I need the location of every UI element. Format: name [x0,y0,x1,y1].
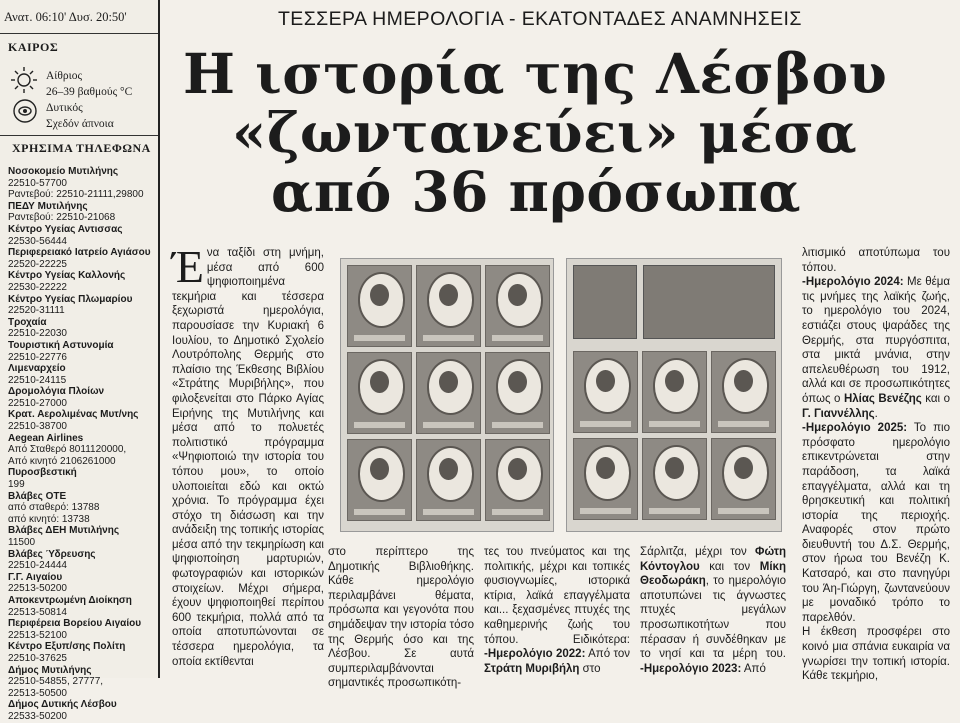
wind-direction: Δυτικός [46,102,83,114]
phone-entry-name: Τουριστική Αστυνομία [8,339,114,351]
headline-line-3: από 36 πρόσωπα [271,159,802,224]
phone-entry-number: 22510-27000 [8,397,67,409]
phone-entry-name: Δρομολόγια Πλοίων [8,386,105,398]
phone-entry-number: 22533-50200 [8,710,67,722]
phone-entry-number: 22510-54855, 27777, [8,676,104,688]
weather-condition: Αίθριος [46,70,83,82]
article-text: Το πιο πρόσφατο ημερολόγιο επικεντρώνεται στην παράδοση, τα λαϊκά επαγγέλματα, αλλά και τη θρησκευτική και πολιτική ιστορία της περιοχής. Αναφορές στον πρώτο διευθυντή του Δ.Σ. Θερμής, στον ήρωα του Βενέζη Κ. Κατσαρό, και στο πανηγύρι του Άη-Γιώργη, ζωντανεύουν με μοναδικό τρόπο το παρελθόν. [802,422,950,624]
portrait-photo [642,438,707,520]
calendar-label: -Ημερολόγιο 2022: [484,648,586,661]
historic-photo [643,265,775,339]
phone-entry-number: από κινητό: 13738 [8,513,90,525]
phone-entry-number: 199 [8,479,25,491]
phone-entry-number: Ραντεβού: 22510-21068 [8,212,116,224]
article-text: τες του πνεύματος και της πολιτικής, μέχρι και τοπικές φυσιογνωμίες, ιστορικά κτίρια, λαϊκά επαγγέλματα και... ξεχασμένες πτυχές της καθημερινής ζωής του τόπου. Ειδικότερα: [484,546,630,646]
phone-entry-number: 22510-38700 [8,421,67,433]
calendar-panel-left [340,258,554,532]
portrait-photo [711,438,776,520]
phone-entry-name: Κέντρο Εξυπ/σης Πολίτη [8,641,126,653]
wind-icon [12,98,38,124]
article-text: στο περίπτερο της Δημοτικής Βιβλιοθήκης. Κάθε ημερολόγιο περιλαμβάνει θέματα, πρόσωπα και γεγονότα που σημάδεψαν την ιστορία τόσο της Θερμής όσο και της Λέσβου. Σε αυτά συμπεριλαμβάνονται σημαντικές προσωπικότη- [328,546,474,690]
phone-entry-name: Πυροσβεστική [8,467,77,479]
divider [0,33,158,34]
phone-entry-number: 22513-50200 [8,583,67,595]
portrait-photo [485,439,550,521]
person-name: Γ. Γιαννέλλης [802,407,875,420]
article-text: στο [582,662,601,675]
phone-entry-name: Κέντρο Υγείας Πλωμαρίου [8,293,133,305]
person-name: Ηλίας Βενέζης [843,392,922,405]
phone-entry-number: Από Σταθερό 8011120000, [8,444,127,456]
article-text: και τον [709,560,751,573]
article-column-1 [172,241,324,669]
phone-entry-name: Κρατ. Αερολιμένας Μυτ/νης [8,409,139,421]
article-column-4 [640,545,786,676]
sidebar [0,0,160,722]
portrait-photo [416,265,481,347]
phone-entry-number: 22510-22776 [8,351,67,363]
phone-entry-name: Κέντρο Υγείας Αντισσας [8,223,123,235]
article-text: Από [743,662,766,675]
article-text: , το ημερολόγιο αποτυπώνει τις άγνωστες πτυχές μεγάλων προσωπικοτήτων που πέρασαν ή συνδέθηκαν με το νησί και τα μέρη του. [640,575,786,661]
phone-entry-number: 11500 [8,537,36,548]
article-text: λιτισμικό αποτύπωμα του τόπου. [802,247,950,274]
calendar-label: -Ημερολόγιο 2025: [802,422,908,435]
portrait-photo [347,439,412,521]
wind-strength: Σχεδόν άπνοια [46,118,114,130]
phone-entry-number: 22520-22225 [8,258,67,270]
portrait-photo [573,438,638,520]
headline-line-1: Η ιστορία της Λέσβου [183,41,888,106]
article-text: Με θέμα τις μνήμες της λαϊκής ζωής, το ημερολόγιο του 2024, εστιάζει στους ψαράδες της Θερμής, στα πυργόσπιτα, στα μικτά μνάνια, στην απελευθέρωση του 1912, αλλά και σε προσωπικότητες όπως ο [802,276,950,405]
calendar-panel-right [566,258,782,532]
phone-entry-name: ΠΕΔΥ Μυτιλήνης [8,200,88,212]
phone-entry-name: Νοσοκομείο Μυτιλήνης [8,166,119,177]
phone-entry-number: από σταθερό: 13788 [8,502,100,514]
phones-list [8,166,158,723]
sun-times: Ανατ. 06:10' Δυσ. 20:50' [4,10,127,24]
sun-icon [10,66,38,94]
phone-entry-number: 22510-57700 [8,177,67,189]
phone-entry-name: Περιφέρεια Βορείου Αιγαίου [8,618,142,630]
phone-entry-name: Κέντρο Υγείας Καλλονής [8,270,126,282]
portrait-photo [347,352,412,434]
dropcap: Έ [172,241,204,292]
phone-entry-number: 22513-52100 [8,629,67,641]
phone-entry-name: Δήμος Δυτικής Λέσβου [8,699,117,711]
portrait-photo [711,351,776,433]
portrait-photo [347,265,412,347]
phone-entry-number: 22510-24444 [8,560,67,572]
phone-entry-number: 22510-24115 [8,374,67,386]
person-name: Μίκη Θεοδωράκη [640,560,786,588]
article-text: Η έκθεση προσφέρει στο κοινό μια σπάνια ευκαιρία να γνωρίσει την τοπική ιστορία. Κάθε τεκμήριο, [802,626,950,683]
phones-heading: ΧΡΗΣΙΜΑ ΤΗΛΕΦΩΝΑ [12,141,151,155]
phone-entry-number: 22530-22222 [8,281,67,293]
article-text: Από τον [588,648,630,661]
person-name: Στράτη Μυριβήλη [484,662,580,675]
article-text: και ο [925,392,951,405]
article-column-5: λιτισμικό αποτύπωμα του τόπου. -Ημερολόγιο 2024: Με θέμα τις μνήμες της λαϊκής ζωής, το ημερολόγιο του 2024, εστιάζει στους ψαράδες της Θερμής, στα πυργόσπιτα, στα μικτά μνάνια, στην απελευθέρωση του 1912, αλλά και σε προσωπικότητες όπως ο Ηλίας Βενέζης και ο Γ. Γιαννέλλης. -Ημερολόγιο 2025: Το πιο πρόσφατο ημερολόγιο επικεντρώνεται στην παράδοση, τα λαϊκά επαγγέλματα, αλλά και τη θρησκευτική και πολιτική ιστορία της περιοχής. Αναφορές στον πρώτο διευθυντή του Δ.Σ. Θερμής, στον ήρωα του Βενέζη Κ. Κατσαρό, και στο πανηγύρι του Άη-Γιώργη, ζωντανεύουν με μοναδικό τρόπο το παρελθόν. Η έκθεση προσφέρει στο κοινό μια σπάνια ευκαιρία να γνωρίσει την τοπική ιστορία. Κάθε τεκμήριο, [802,247,951,683]
portrait-photo [416,439,481,521]
portrait-photo [573,351,638,433]
kicker: ΤΕΣΣΕΡΑ ΗΜΕΡΟΛΟΓΙΑ - ΕΚΑΤΟΝΤΑΔΕΣ ΑΝΑΜΝΗΣΕΙΣ [278,8,802,30]
article-text: να ταξίδι στη μνήμη, μέσα από 600 ψηφιοποιημένα τεκμήρια και τέσσερα ξεχωριστά ημερολόγια, παρουσίασε την Κυριακή 6 Ιουλίου, το Δημοτικό Σχολείο Λουτρόπολης Θερμής στο πλαίσιο της Έκθεσης Βιβλίου «Στράτης Μυριβήλης», που φιλοξενείται στο Πάρκο Αγίας Ειρήνης της Μυτιλήνης και μέσα από το πολυετές πολιτιστικό πρόγραμμα «Ψηφιοποιώ την ιστορία του τόπου μου», το οποίο υλοποιείται εδώ και οκτώ χρόνια. Το πρόγραμμα έχει στόχο τη διάσωση και την ανάδειξη της τοπικής ιστορίας μέσα από την τεκμηρίωση και ψηφιοποίηση μαρτυριών, φωτογραφιών και ιστορικών στοιχείων. Μέχρι σήμερα, έχουν ψηφιοποιηθεί περίπου 600 τεκμήρια, πολλά από τα οποία αποτυπώνονται σε τέσσερα ημερολόγια, τα οποία εκτίθενται [172,247,324,668]
phone-entry-name: Δήμος Μυτιλήνης [8,664,92,676]
phone-entry-number: Από κινητό 2106261000 [8,455,116,467]
historic-photo [573,265,637,339]
phone-entry-number: 22530-56444 [8,235,67,247]
phone-entry-name: Λιμεναρχείο [8,363,66,375]
phone-entry-name: Περιφερειακό Ιατρείο Αγιάσου [8,247,151,259]
weather-heading: ΚΑΙΡΟΣ [8,40,59,54]
phone-entry-number: 22510-37625 [8,652,67,664]
portrait-photo [416,352,481,434]
divider [0,135,158,136]
article-column-2 [328,545,474,691]
headline-line-2: «ζωντανεύει» μέσα [232,100,858,165]
phone-entry-name: Τροχαία [8,316,47,328]
article-column-3 [484,545,630,676]
person-name: Φώτη Κόντογλου [640,546,786,573]
phone-entry-name: Βλάβες Ύδρευσης [8,548,96,560]
phone-entry-number: 22513-50814 [8,606,67,618]
weather-temperature: 26–39 βαθμούς °C [46,86,133,98]
phone-entry-name: Γ.Γ. Αιγαίου [8,571,63,583]
phone-entry-name: Aegean Airlines [8,432,84,444]
portrait-photo [642,351,707,433]
phone-entry-number: 22520-31111 [8,305,65,317]
phone-entry-name: Βλάβες ΔΕΗ Μυτιλήνης [8,525,120,537]
phone-entry-number: Ραντεβού: 22510-21111,29800 [8,189,144,201]
calendar-label: -Ημερολόγιο 2024: [802,276,904,289]
phone-entry-number: 22513-50500 [8,687,67,699]
article-text: Σάρλιτζα, μέχρι τον [640,546,747,558]
portrait-photo [485,265,550,347]
portrait-photo [485,352,550,434]
calendar-label: -Ημερολόγιο 2023: [640,662,742,675]
phone-entry-name: Βλάβες ΟΤΕ [8,490,67,502]
phone-entry-number: 22510-22030 [8,328,67,340]
phone-entry-name: Αποκεντρωμένη Διοίκηση [8,594,132,606]
